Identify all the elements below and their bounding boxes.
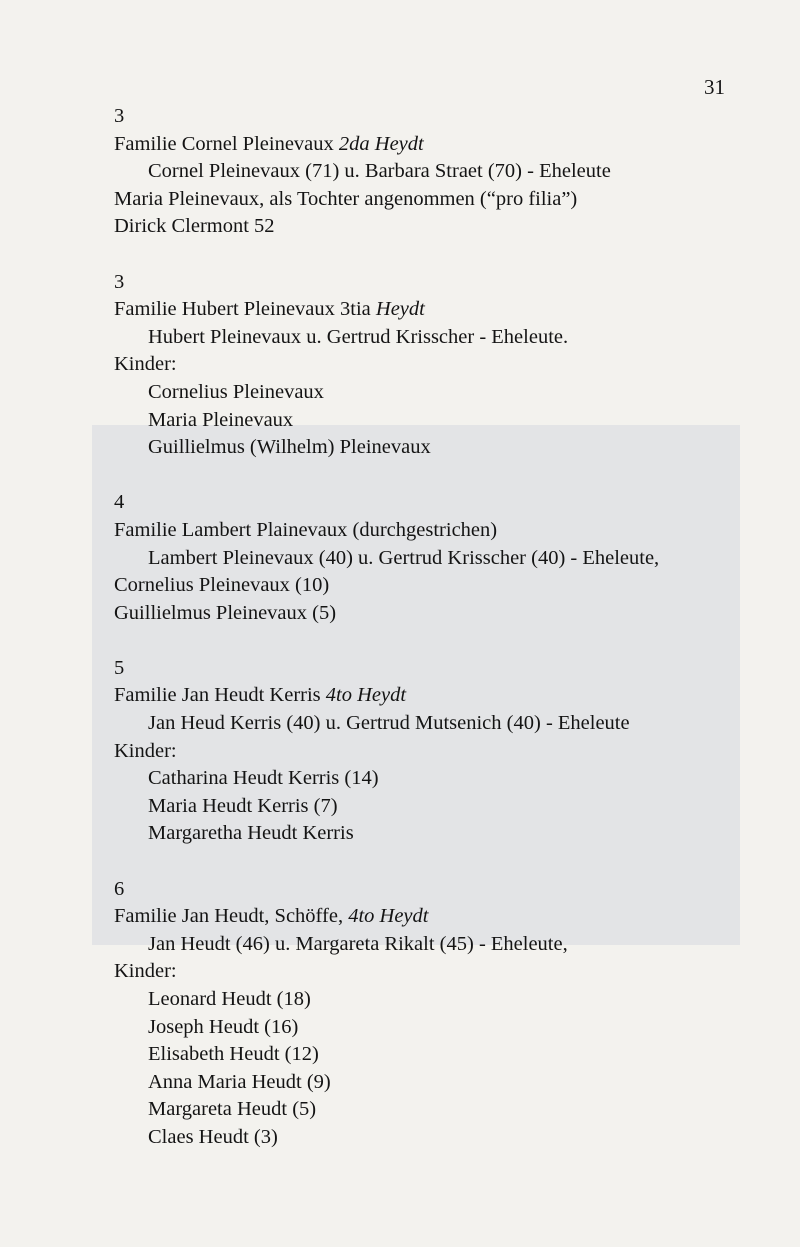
child-line: Cornelius Pleinevaux [148, 380, 324, 403]
child-line: Catharina Heudt Kerris (14) [148, 767, 379, 790]
spouses-line: Jan Heudt (46) u. Margareta Rikalt (45) - Eheleute, [148, 932, 568, 955]
page-content [114, 103, 754, 1152]
entry-jan-heudt-schoeffe [114, 876, 754, 1152]
entry-hubert [114, 269, 754, 462]
child-line: Claes Heudt (3) [148, 1125, 278, 1148]
child-line: Leonard Heudt (18) [148, 988, 311, 1010]
member-line: Guillielmus Pleinevaux (5) [114, 601, 337, 624]
child-line: Elisabeth Heudt (12) [148, 1043, 319, 1066]
entry-number: 6 [114, 877, 125, 900]
spouses-line: Jan Heud Kerris (40) u. Gertrud Mutsenich (40) - Eheleute [148, 712, 630, 735]
member-line: Cornelius Pleinevaux (10) [114, 574, 330, 597]
entry-number: 4 [114, 491, 125, 514]
entry-cornel [114, 103, 754, 241]
family-heading: Familie Jan Heudt Kerris 4to Heydt [114, 684, 407, 707]
kinder-label: Kinder: [114, 353, 177, 376]
spouses-line: Hubert Pleinevaux u. Gertrud Krisscher - Eheleute. [148, 325, 569, 348]
entry-number: 3 [114, 105, 125, 127]
child-line: Maria Pleinevaux [148, 408, 294, 431]
entry-lambert [114, 489, 754, 627]
child-line: Guillielmus (Wilhelm) Pleinevaux [148, 436, 431, 459]
child-line: Joseph Heudt (16) [148, 1015, 299, 1038]
child-line: Anna Maria Heudt (9) [148, 1070, 331, 1093]
child-line: Margaretha Heudt Kerris [148, 822, 354, 845]
child-line: Margareta Heudt (5) [148, 1098, 317, 1121]
page-number: 31 [704, 75, 725, 99]
kinder-label: Kinder: [114, 739, 177, 762]
family-heading: Familie Jan Heudt, Schöffe, 4to Heydt [114, 905, 429, 928]
family-heading: Familie Hubert Pleinevaux 3tia Heydt [114, 298, 425, 321]
entry-number: 3 [114, 270, 125, 293]
member-line: Dirick Clermont 52 [114, 215, 275, 238]
spouses-line: Cornel Pleinevaux (71) u. Barbara Straet (70) - Eheleute [148, 160, 611, 183]
spouses-line: Lambert Pleinevaux (40) u. Gertrud Krisscher (40) - Eheleute, [148, 546, 660, 569]
child-line: Maria Heudt Kerris (7) [148, 794, 338, 817]
family-heading: Familie Lambert Plainevaux (durchgestrichen) [114, 518, 498, 541]
entry-number: 5 [114, 656, 125, 679]
member-line: Maria Pleinevaux, als Tochter angenommen (“pro filia”) [114, 187, 578, 210]
kinder-label: Kinder: [114, 960, 177, 983]
entry-jan-heudt-kerris [114, 655, 754, 848]
family-heading: Familie Cornel Pleinevaux 2da Heydt [114, 132, 424, 155]
